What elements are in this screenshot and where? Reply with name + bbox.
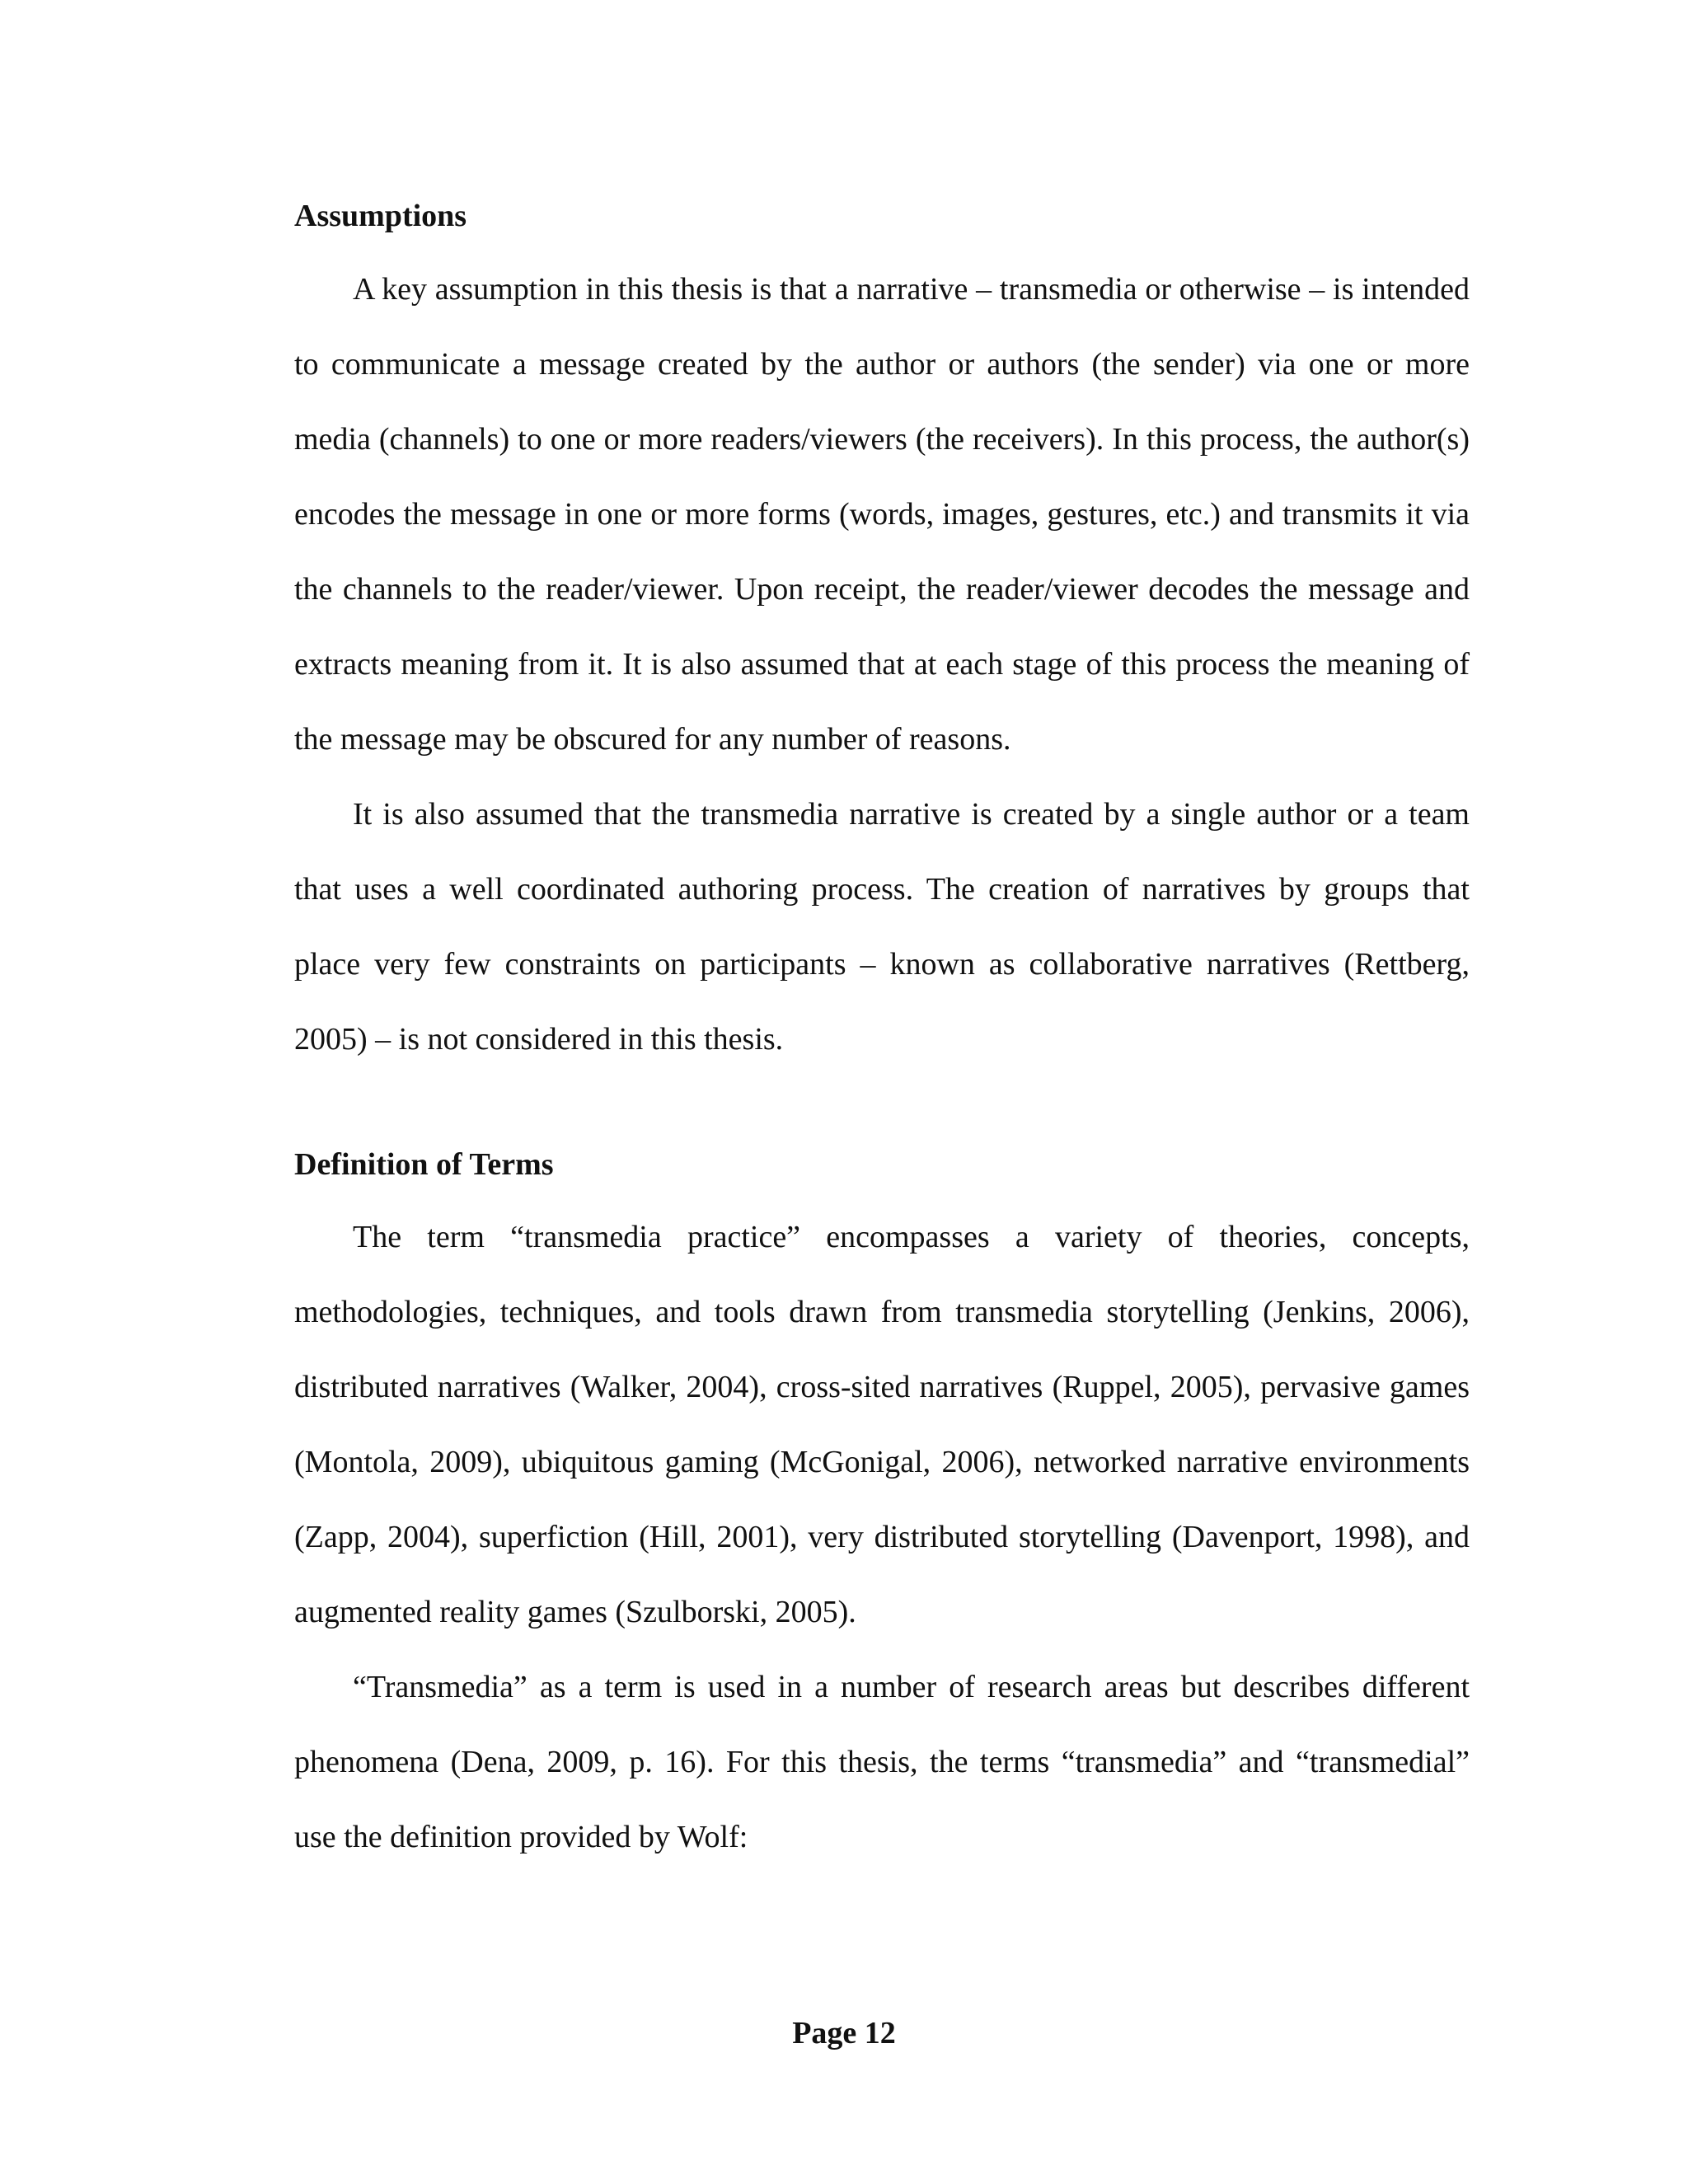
paragraph-definitions-2: “Transmedia” as a term is used in a number of research areas but describes different phenomena (Dena, 2009, p. 16). For this thesis, the terms “transmedia” and “transmedial” use the definition provided by Wolf: (294, 1670, 1470, 1854)
section-heading-assumptions: Assumptions (294, 199, 467, 233)
page-number: Page 12 (792, 2016, 896, 2050)
section-heading-definition-of-terms: Definition of Terms (294, 1147, 554, 1182)
paragraph-assumptions-2: It is also assumed that the transmedia narrative is created by a single author or a team that uses a well coordinated authoring process. The creation of narratives by groups that place very few constraints on participants – known as collaborative narratives (Rettberg, 2005) – is not considered in this thesis. (294, 797, 1470, 1057)
paragraph-assumptions-1: A key assumption in this thesis is that a narrative – transmedia or otherwise – is intended to communicate a message created by the author or authors (the sender) via one or more media (channels) to one or more readers/viewers (the receivers). In this process, the author(s) encodes the message in one or more forms (words, images, gestures, etc.) and transmits it via the channels to the reader/viewer. Upon receipt, the reader/viewer decodes the message and extracts meaning from it. It is also assumed that at each stage of this process the meaning of the message may be obscured for any number of reasons. (294, 272, 1470, 757)
paragraph-definitions-1: The term “transmedia practice” encompasses a variety of theories, concepts, methodologies, techniques, and tools drawn from transmedia storytelling (Jenkins, 2006), distributed narratives (Walker, 2004), cross-sited narratives (Ruppel, 2005), pervasive games (Montola, 2009), ubiquitous gaming (McGonigal, 2006), networked narrative environments (Zapp, 2004), superfiction (Hill, 2001), very distributed storytelling (Davenport, 1998), and augmented reality games (Szulborski, 2005). (294, 1220, 1470, 1629)
